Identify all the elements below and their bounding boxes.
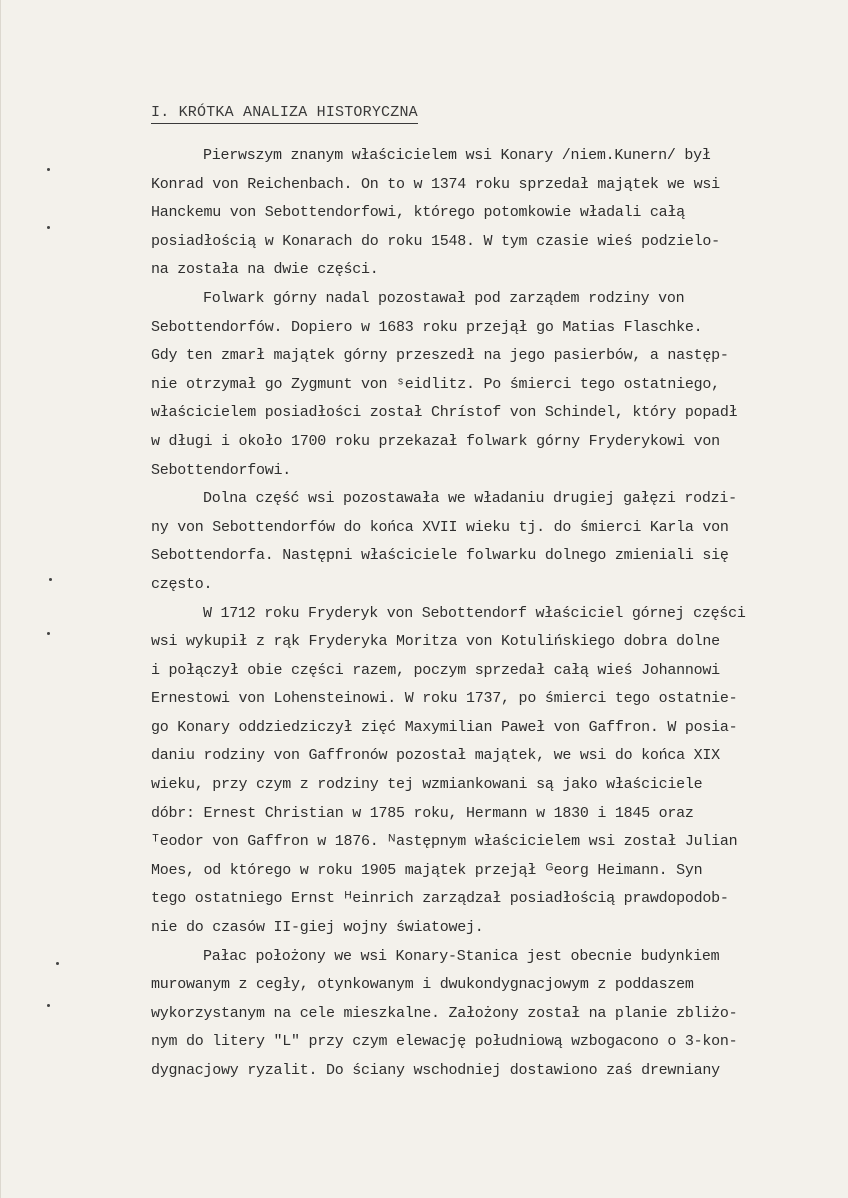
text-line: tego ostatniego Ernst ᴴeinrich zarządzał posiadłością prawdopodob- (151, 890, 729, 908)
margin-dot (47, 632, 50, 635)
text-line: Moes, od którego w roku 1905 majątek przejął ᴳeorg Heimann. Syn (151, 861, 703, 879)
text-line: daniu rodziny von Gaffronów pozostał majątek, we wsi do końca XIX (151, 747, 720, 765)
text-line: często. (151, 575, 213, 593)
text-line: Pałac położony we wsi Konary-Stanica jest obecnie budynkiem (203, 947, 720, 965)
text-line: posiadłością w Konarach do roku 1548. W tym czasie wieś podzielo- (151, 232, 720, 250)
margin-dot (47, 168, 50, 171)
document-body (151, 142, 841, 1086)
text-line: Dolna część wsi pozostawała we władaniu drugiej gałęzi rodzi- (203, 490, 737, 508)
text-line: nym do litery "L" przy czym elewację południową wzbogacono o 3-kon- (151, 1033, 738, 1051)
text-line: dóbr: Ernest Christian w 1785 roku, Hermann w 1830 i 1845 oraz (151, 804, 694, 822)
text-line: Folwark górny nadal pozostawał pod zarządem rodziny von (203, 289, 685, 307)
text-line: nie do czasów II-giej wojny światowej. (151, 919, 484, 937)
text-line: wykorzystanym na cele mieszkalne. Założony został na planie zbliżo- (151, 1004, 738, 1022)
text-line: w długi i około 1700 roku przekazał folwark górny Fryderykowi von (151, 432, 720, 450)
text-line: Sebottendorfów. Dopiero w 1683 roku przejął go Matias Flaschke. (151, 318, 703, 336)
text-line: Pierwszym znanym właścicielem wsi Konary /niem.Kunern/ był (203, 147, 711, 164)
text-line: dygnacjowy ryzalit. Do ściany wschodniej dostawiono zaś drewniany (151, 1062, 720, 1079)
text-line: Hanckemu von Sebottendorfowi, którego potomkowie władali całą (151, 204, 685, 222)
text-line: Gdy ten zmarł majątek górny przeszedł na jego pasierbów, a następ- (151, 347, 729, 365)
section-heading: I. KRÓTKA ANALIZA HISTORYCZNA (151, 104, 418, 124)
text-line: i połączył obie części razem, poczym sprzedał całą wieś Johannowi (151, 661, 720, 679)
text-line: go Konary oddziedziczył zięć Maxymilian Paweł von Gaffron. W posia- (151, 718, 738, 736)
text-line: ny von Sebottendorfów do końca XVII wieku tj. do śmierci Karla von (151, 518, 729, 536)
text-line: nie otrzymał go Zygmunt von ˢeidlitz. Po śmierci tego ostatniego, (151, 375, 720, 393)
text-line: W 1712 roku Fryderyk von Sebottendorf właściciel górnej części (203, 604, 746, 622)
text-line: Ernestowi von Lohensteinowi. W roku 1737, po śmierci tego ostatnie- (151, 690, 738, 708)
margin-dot (49, 578, 52, 581)
text-line: Sebottendorfa. Następni właściciele folwarku dolnego zmieniali się (151, 547, 729, 565)
margin-dot (56, 962, 59, 965)
text-line: wsi wykupił z rąk Fryderyka Moritza von Kotulińskiego dobra dolne (151, 633, 720, 651)
margin-dot (47, 226, 50, 229)
text-line: właścicielem posiadłości został Chrístof von Schindel, który popadł (151, 404, 738, 422)
text-line: wieku, przy czym z rodziny tej wzmiankowani są jako właściciele (151, 776, 703, 794)
text-line: Konrad von Reichenbach. On to w 1374 roku sprzedał majątek we wsi (151, 175, 720, 193)
margin-dot (47, 1004, 50, 1007)
text-line: Sebottendorfowi. (151, 461, 292, 479)
text-line: murowanym z cegły, otynkowanym i dwukondygnacjowym z poddaszem (151, 976, 694, 994)
text-line: na została na dwie części. (151, 261, 379, 279)
text-line: ᵀeodor von Gaffron w 1876. ᴺastępnym właścicielem wsi został Julian (151, 833, 738, 851)
